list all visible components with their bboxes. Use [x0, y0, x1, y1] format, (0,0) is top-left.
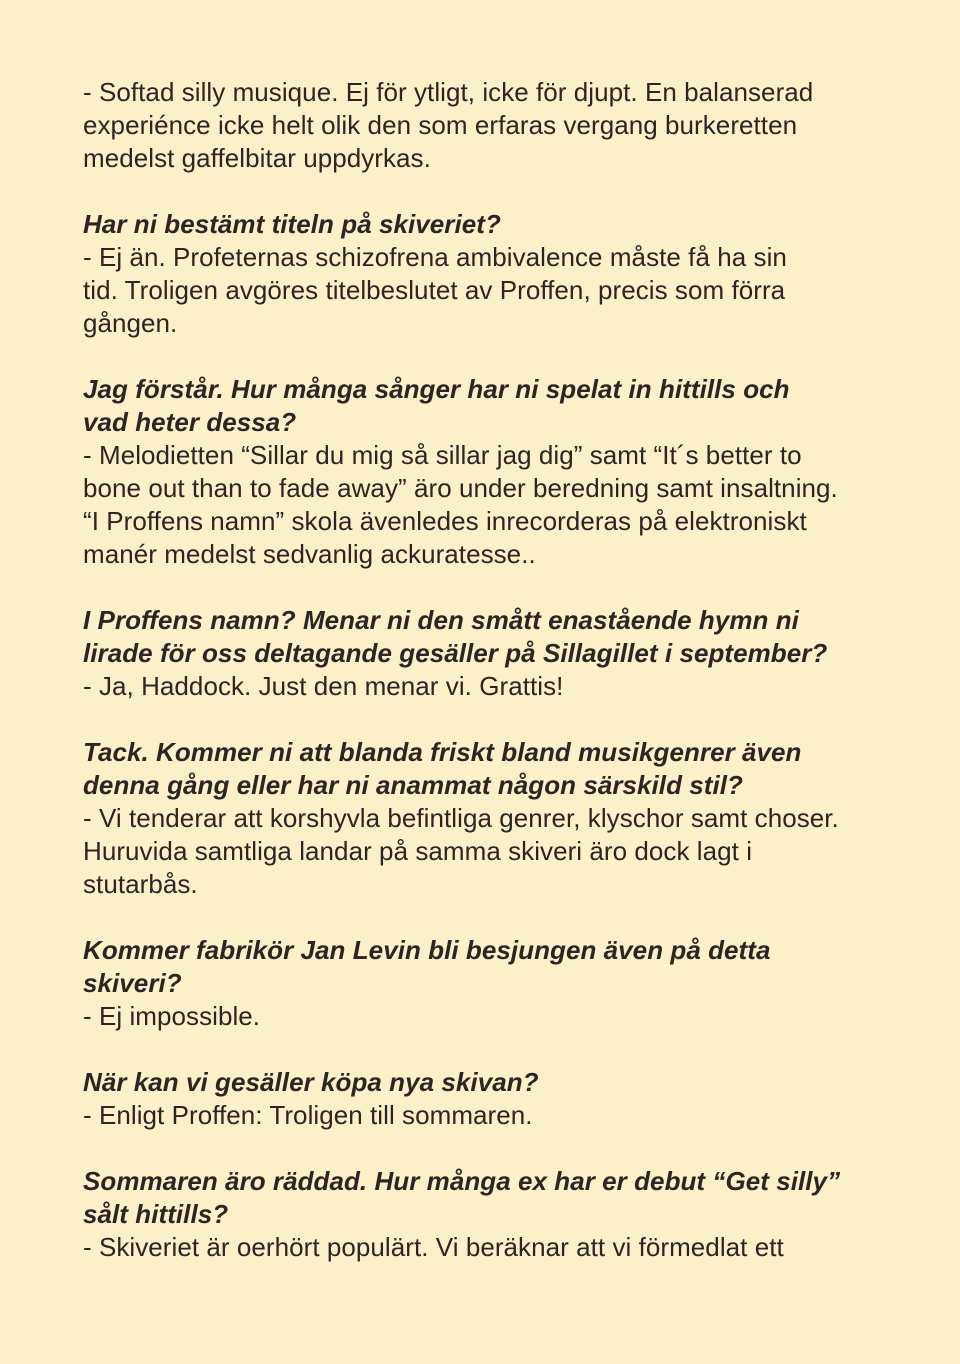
paragraph-2: [83, 208, 903, 340]
paragraph-8: [83, 1165, 903, 1264]
answer-line: “I Proffens namn” skola ävenledes inrecorderas på elektroniskt: [83, 506, 807, 536]
question-line: vad heter dessa?: [83, 407, 297, 437]
answer-line: - Melodietten “Sillar du mig så sillar jag dig” samt “It´s better to: [83, 440, 802, 470]
answer-line: - Ej än. Profeternas schizofrena ambivalence måste få ha sin: [83, 242, 787, 272]
question-line: skiveri?: [83, 968, 182, 998]
question-line: denna gång eller har ni anammat någon särskild stil?: [83, 770, 743, 800]
answer-line: manér medelst sedvanlig ackuratesse..: [83, 539, 536, 569]
paragraph-5: [83, 736, 903, 901]
question-line: Sommaren äro räddad. Hur många ex har er debut “Get silly”: [83, 1166, 841, 1196]
interview-text: [83, 76, 903, 1297]
answer-line: - Enligt Proffen: Troligen till sommaren.: [83, 1100, 533, 1130]
question-line: Jag förstår. Hur många sånger har ni spelat in hittills och: [83, 374, 790, 404]
paragraph-7: [83, 1066, 903, 1132]
question-line: Har ni bestämt titeln på skiveriet?: [83, 209, 501, 239]
question-line: Tack. Kommer ni att blanda friskt bland musikgenrer även: [83, 737, 802, 767]
paragraph-1: [83, 76, 903, 175]
question-line: lirade för oss deltagande gesäller på Sillagillet i september?: [83, 638, 828, 668]
answer-line: - Ej impossible.: [83, 1001, 261, 1031]
answer-line: gången.: [83, 308, 178, 338]
paragraph-6: [83, 934, 903, 1033]
answer-line: bone out than to fade away” äro under beredning samt insaltning.: [83, 473, 838, 503]
question-line: I Proffens namn? Menar ni den smått enastående hymn ni: [83, 605, 799, 635]
answer-line: - Skiveriet är oerhört populärt. Vi beräknar att vi förmedlat ett: [83, 1232, 784, 1262]
answer-line: - Softad silly musique. Ej för ytligt, icke för djupt. En balanserad: [83, 77, 814, 107]
answer-line: tid. Troligen avgöres titelbeslutet av Proffen, precis som förra: [83, 275, 786, 305]
answer-line: Huruvida samtliga landar på samma skiveri äro dock lagt i: [83, 836, 753, 866]
paragraph-4: [83, 604, 903, 703]
paragraph-3: [83, 373, 903, 571]
question-line: sålt hittills?: [83, 1199, 229, 1229]
answer-line: medelst gaffelbitar uppdyrkas.: [83, 143, 431, 173]
question-line: Kommer fabrikör Jan Levin bli besjungen även på detta: [83, 935, 771, 965]
answer-line: - Ja, Haddock. Just den menar vi. Grattis!: [83, 671, 564, 701]
question-line: När kan vi gesäller köpa nya skivan?: [83, 1067, 539, 1097]
answer-line: - Vi tenderar att korshyvla befintliga genrer, klyschor samt choser.: [83, 803, 839, 833]
answer-line: stutarbås.: [83, 869, 198, 899]
answer-line: experiénce icke helt olik den som erfaras vergang burkeretten: [83, 110, 798, 140]
